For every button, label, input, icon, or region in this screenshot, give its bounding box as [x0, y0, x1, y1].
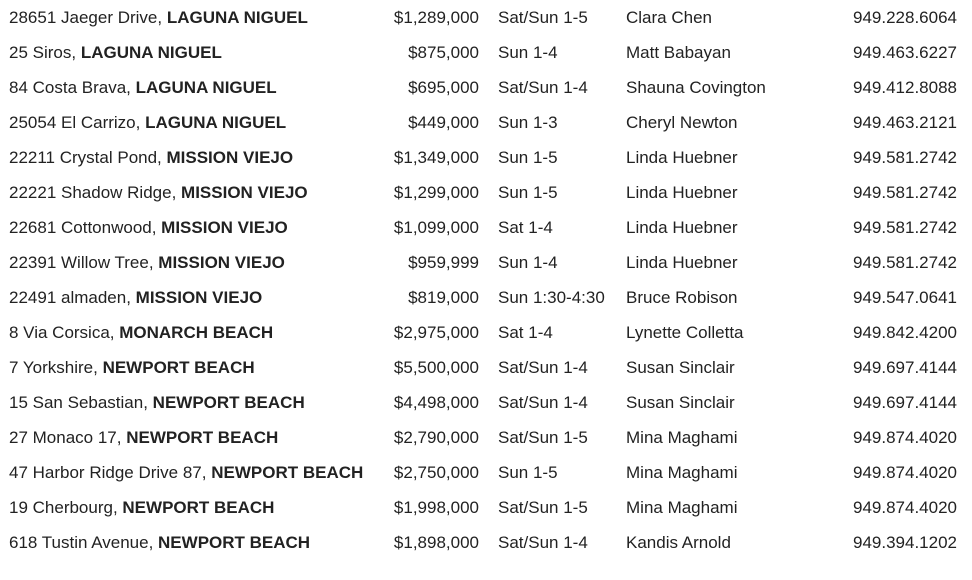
listing-row: [0, 315, 972, 350]
open-house-hours: Sun 1-5: [498, 183, 558, 202]
agent-phone: 949.842.4200: [853, 323, 957, 342]
city: LAGUNA NIGUEL: [145, 113, 287, 132]
street-address: 28651 Jaeger Drive,: [9, 8, 167, 27]
agent-phone: 949.581.2742: [853, 183, 957, 202]
open-house-hours: Sat/Sun 1-5: [498, 498, 588, 517]
agent-name: Kandis Arnold: [626, 533, 731, 552]
address: [9, 105, 286, 140]
agent-phone: 949.228.6064: [853, 8, 957, 27]
street-address: 22211 Crystal Pond,: [9, 148, 167, 167]
agent-name: Linda Huebner: [626, 148, 738, 167]
address: [9, 350, 255, 385]
open-house-hours: Sat/Sun 1-5: [498, 428, 588, 447]
listing-row: [0, 490, 972, 525]
city: NEWPORT BEACH: [158, 533, 311, 552]
street-address: 15 San Sebastian,: [9, 393, 153, 412]
agent-phone: 949.874.4020: [853, 463, 957, 482]
agent-name: Mina Maghami: [626, 428, 738, 447]
street-address: 7 Yorkshire,: [9, 358, 103, 377]
listing-row: [0, 140, 972, 175]
agent-name: Matt Babayan: [626, 43, 731, 62]
agent-phone: 949.581.2742: [853, 218, 957, 237]
agent-phone: 949.874.4020: [853, 428, 957, 447]
street-address: 25054 El Carrizo,: [9, 113, 146, 132]
agent-phone: 949.697.4144: [853, 393, 957, 412]
city: NEWPORT BEACH: [122, 498, 275, 517]
price: $875,000: [408, 43, 479, 62]
listing-row: [0, 35, 972, 70]
price: $2,750,000: [393, 463, 479, 482]
agent-name: Clara Chen: [626, 8, 712, 27]
open-house-hours: Sat 1-4: [498, 323, 553, 342]
open-house-hours: Sat/Sun 1-4: [498, 358, 588, 377]
street-address: 22391 Willow Tree,: [9, 253, 159, 272]
listing-row: [0, 70, 972, 105]
price: $819,000: [408, 288, 479, 307]
city: MONARCH BEACH: [119, 323, 274, 342]
open-house-hours: Sat/Sun 1-4: [498, 78, 588, 97]
listing-row: [0, 455, 972, 490]
price: $449,000: [408, 113, 479, 132]
price: $959,999: [408, 253, 479, 272]
street-address: 84 Costa Brava,: [9, 78, 136, 97]
city: NEWPORT BEACH: [102, 358, 255, 377]
listing-row: [0, 245, 972, 280]
city: MISSION VIEJO: [158, 253, 285, 272]
agent-phone: 949.394.1202: [853, 533, 957, 552]
price: $1,349,000: [393, 148, 479, 167]
street-address: 19 Cherbourg,: [9, 498, 123, 517]
address: [9, 0, 308, 35]
agent-name: Mina Maghami: [626, 498, 738, 517]
address: [9, 525, 310, 560]
street-address: 47 Harbor Ridge Drive 87,: [9, 463, 212, 482]
agent-phone: 949.463.6227: [853, 43, 957, 62]
open-house-hours: Sat 1-4: [498, 218, 553, 237]
agent-phone: 949.547.0641: [853, 288, 957, 307]
price: $5,500,000: [393, 358, 479, 377]
address: [9, 210, 288, 245]
open-house-hours: Sun 1-4: [498, 253, 558, 272]
agent-name: Cheryl Newton: [626, 113, 738, 132]
listing-row: [0, 105, 972, 140]
agent-name: Linda Huebner: [626, 253, 738, 272]
listing-row: [0, 0, 972, 35]
address: [9, 175, 308, 210]
price: $2,975,000: [393, 323, 479, 342]
city: LAGUNA NIGUEL: [80, 43, 222, 62]
agent-phone: 949.874.4020: [853, 498, 957, 517]
city: MISSION VIEJO: [166, 148, 294, 167]
open-house-hours: Sun 1:30-4:30: [498, 288, 605, 307]
listing-row: [0, 525, 972, 560]
agent-name: Linda Huebner: [626, 218, 738, 237]
agent-name: Linda Huebner: [626, 183, 738, 202]
address: [9, 420, 278, 455]
address: [9, 245, 285, 280]
street-address: 25 Siros,: [9, 43, 81, 62]
listing-row: [0, 385, 972, 420]
address: [9, 280, 262, 315]
agent-phone: 949.463.2121: [853, 113, 957, 132]
agent-name: Lynette Colletta: [626, 323, 744, 342]
address: [9, 315, 273, 350]
street-address: 22491 almaden,: [9, 288, 136, 307]
address: [9, 385, 305, 420]
open-house-hours: Sun 1-5: [498, 148, 558, 167]
street-address: 27 Monaco 17,: [9, 428, 127, 447]
price: $695,000: [408, 78, 479, 97]
city: LAGUNA NIGUEL: [135, 78, 277, 97]
agent-phone: 949.412.8088: [853, 78, 957, 97]
open-house-hours: Sun 1-3: [498, 113, 558, 132]
city: NEWPORT BEACH: [126, 428, 279, 447]
address: [9, 140, 293, 175]
address: [9, 70, 277, 105]
price: $1,289,000: [393, 8, 479, 27]
listing-row: [0, 420, 972, 455]
address: [9, 490, 274, 525]
price: $2,790,000: [393, 428, 479, 447]
open-house-hours: Sat/Sun 1-4: [498, 533, 588, 552]
street-address: 618 Tustin Avenue,: [9, 533, 159, 552]
listing-row: [0, 210, 972, 245]
agent-name: Shauna Covington: [626, 78, 766, 97]
street-address: 8 Via Corsica,: [9, 323, 120, 342]
listing-row: [0, 175, 972, 210]
price: $1,998,000: [393, 498, 479, 517]
open-house-hours: Sat/Sun 1-4: [498, 393, 588, 412]
open-house-hours: Sat/Sun 1-5: [498, 8, 588, 27]
listing-row: [0, 350, 972, 385]
price: $1,099,000: [393, 218, 479, 237]
street-address: 22681 Cottonwood,: [9, 218, 162, 237]
city: NEWPORT BEACH: [211, 463, 364, 482]
agent-name: Mina Maghami: [626, 463, 738, 482]
agent-name: Bruce Robison: [626, 288, 738, 307]
agent-phone: 949.581.2742: [853, 148, 957, 167]
city: LAGUNA NIGUEL: [166, 8, 308, 27]
price: $1,898,000: [393, 533, 479, 552]
open-house-hours: Sun 1-5: [498, 463, 558, 482]
city: MISSION VIEJO: [135, 288, 263, 307]
price: $4,498,000: [393, 393, 479, 412]
street-address: 22221 Shadow Ridge,: [9, 183, 182, 202]
city: NEWPORT BEACH: [152, 393, 305, 412]
address: [9, 35, 222, 70]
agent-phone: 949.581.2742: [853, 253, 957, 272]
listing-row: [0, 280, 972, 315]
city: MISSION VIEJO: [161, 218, 288, 237]
price: $1,299,000: [393, 183, 479, 202]
agent-phone: 949.697.4144: [853, 358, 957, 377]
open-house-hours: Sun 1-4: [498, 43, 558, 62]
agent-name: Susan Sinclair: [626, 393, 735, 412]
city: MISSION VIEJO: [181, 183, 308, 202]
agent-name: Susan Sinclair: [626, 358, 735, 377]
address: [9, 455, 363, 490]
